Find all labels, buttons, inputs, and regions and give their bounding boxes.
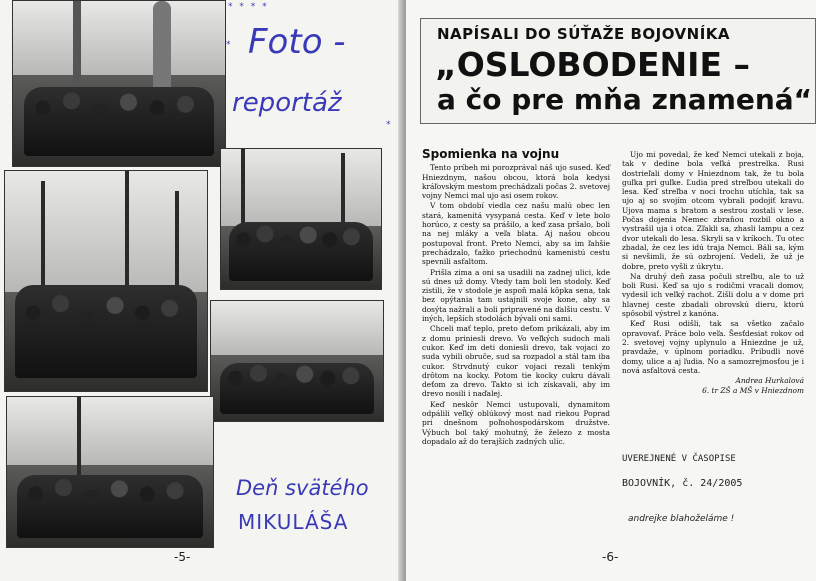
left-page-number: -5- bbox=[174, 550, 191, 564]
star-decoration-right: * bbox=[386, 120, 393, 130]
author-school: 6. tr ZŠ a MŠ v Hniezdnom bbox=[702, 386, 804, 396]
headline-main: „OSLOBODENIE – bbox=[435, 45, 750, 84]
article-paragraph: Prišla zima a oni sa usadili na zadnej ulici, kde sú dnes už domy. Vtedy tam boli len stodoly. Keď zistili, že v stodole je aspoň malá kôpka sena, tak bez opýtania tam ustajnili svoje kone, aby sa dosýta nažrali a boli pripravené na ďalšiu cestu. V iných, lepších stodolách bývali oni sami. bbox=[422, 267, 610, 324]
star-decoration-top: * * * * bbox=[228, 2, 269, 12]
article-paragraph: Na druhý deň zasa počuli streľbu, ale to už boli Rusi. Keď sa ujo s rodičmi vracali domov, vydesil ich veľký rachot. Zišli dolu a v dome pri hlavnej ceste zbadali obrovskú dieru, ktorú spôsobil výstrel z kanóna. bbox=[622, 271, 804, 319]
headline-sub: a čo pre mňa znamená“ bbox=[437, 83, 813, 116]
article-paragraph: Keď Rusi odišli, tak sa všetko začalo opravovať. Práce bolo veľa. Šesťdesiat rokov od 2. svetovej vojny uplynulo a Hniezdne je už, pravdaže, v úplnom poriadku. Pribudli nové domy, ulice a aj ľudia. No a samozrejmosťou je i nová asfaltová cesta. bbox=[622, 319, 804, 375]
article-paragraph: Ujo mi povedal, že keď Nemci utekali z boja, tak v dedine bola veľká prestrelka. Rusi dostrieľali domy v Hniezdnom tak, že tu bola guľka pri guľke. Ľudia pred streľbou utekali do lesa. Keď streľba v noci trochu utíchla, tak sa ujo aj so svojím otcom vybrali podojiť kravu. Ujova mama s bratom a sestrou zostali v lese. Počas dojenia Nemec zbraňou rozbil okno a vystrašil uja i otca. Zľakli sa, zhasli lampu a cez dvor utekali do lesa. Skryli sa v kríkoch. Tu otec zbadal, že cez les idú traja Nemci. Báli sa, kým si nevšimli, že sú ozbrojení. Vedeli, že už je dobre, preto vyšli z úkrytu. bbox=[622, 150, 804, 271]
photo-report-title-line1: Foto - bbox=[248, 22, 346, 62]
caption-line1: Deň svätého bbox=[236, 476, 369, 500]
photo-middle-left bbox=[4, 170, 208, 392]
note-congratulations: andrejke blahoželáme ! bbox=[628, 514, 735, 524]
article-paragraph: V tom období viedla cez našu malú obec len stará, kamenitá vysypaná cesta. Keď v lete bolo horúco, z cesty sa prášilo, a keď zasa pršalo, boli na nej mláky a veľa blata. Aj našou obcou postupoval front. Preto Nemci, aby sa im ľahšie prechádzalo, ťažko priechodnú kamenistú cestu spevnili asfaltom. bbox=[422, 201, 610, 267]
article-column-1 bbox=[422, 147, 610, 447]
photo-top bbox=[12, 0, 226, 167]
star-decoration-side: * bbox=[226, 40, 233, 50]
article-paragraph: Tento príbeh mi porozprával náš ujo sused. Keď Hniezdnym, našou obcou, ktorá bola kedysi kráľovským mestom prechádzali počas 2. svetovej vojny Nemci mal ujo asi osem rokov. bbox=[422, 163, 610, 201]
photo-bottom-left bbox=[6, 396, 214, 548]
headline-box bbox=[420, 18, 816, 124]
photo-lower-right bbox=[210, 300, 384, 422]
photo-report-title-line2: reportáž bbox=[232, 88, 342, 118]
right-page-number: -6- bbox=[602, 550, 619, 564]
headline-kicker: NAPÍSALI DO SÚŤAŽE BOJOVNÍKA bbox=[437, 25, 731, 43]
note-published-line2: BOJOVNÍK, č. 24/2005 bbox=[622, 478, 743, 489]
article-column-2 bbox=[622, 150, 804, 396]
article-title: Spomienka na vojnu bbox=[422, 147, 560, 161]
article-paragraph: Keď neskôr Nemci ustupovali, dynamitom odpálili veľký oblúkový most nad riekou Poprad pri dnešnom poľnohospodárskom družstve. Výbuch bol taký mohutný, že železo z mosta dopadalo až do terajších zadných ulíc. bbox=[422, 399, 610, 446]
article-paragraph: Chceli mať teplo, preto deťom prikázali, aby im z domu priniesli drevo. Vo veľkých sudoch mali cukor. Keď im deti doniesli drevo, tak vojaci zo suda vybili obruče, sud sa rozpadol a stál tam iba cukor. Strvdnutý cukor vojaci rezali tenkým drôtom na kocky. Potom tie kocky cukru dávali deťom za drevo. Takto si ich získavali, aby im drevo nosili i naďalej. bbox=[422, 324, 610, 399]
author-name: Andrea Hurkalová bbox=[735, 376, 804, 386]
photo-middle-right bbox=[220, 148, 382, 290]
caption-line2: MIKULÁŠA bbox=[238, 510, 349, 534]
note-published-line1: UVEREJNENÉ V ČASOPISE bbox=[622, 454, 736, 464]
left-page bbox=[0, 0, 404, 581]
handwritten-note bbox=[622, 448, 800, 544]
